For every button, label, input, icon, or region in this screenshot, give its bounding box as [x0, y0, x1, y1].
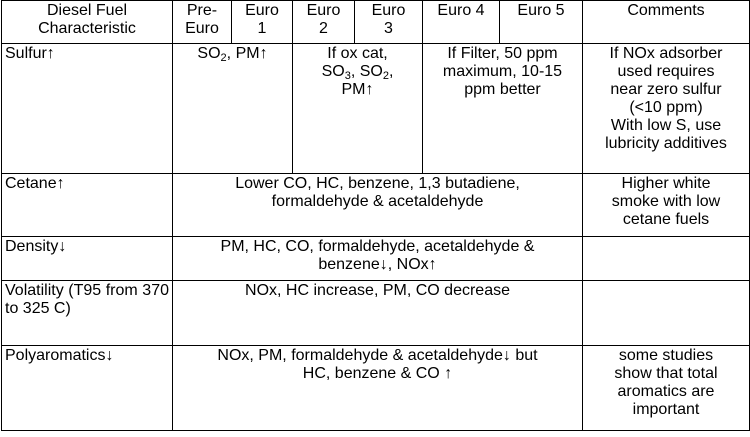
cetane-effect	[173, 174, 583, 237]
header-euro-3-line1: Euro	[371, 2, 406, 19]
header-characteristic	[2, 1, 173, 44]
header-pre-euro	[173, 1, 232, 44]
header-euro-2-line2: 2	[319, 20, 328, 37]
sulfur-euro23-l2c: ,	[388, 63, 394, 80]
cetane-effect-line1: Lower CO, HC, benzene, 1,3 butadiene,	[235, 175, 520, 192]
row-cetane	[2, 174, 750, 237]
density-effect	[173, 237, 583, 281]
cetane-comments	[583, 174, 750, 237]
header-euro-1	[232, 1, 293, 44]
polyaromatics-effect-line1: NOx, PM, formaldehyde & acetaldehyde↓ but	[217, 347, 538, 364]
cetane-comments-line1: Higher white	[621, 175, 711, 192]
polyaromatics-comments-line4: important	[632, 401, 700, 418]
sulfur-pre-euro-b: , PM↑	[226, 45, 268, 62]
header-euro-4: Euro 4	[423, 1, 500, 44]
header-euro-1-line1: Euro	[245, 2, 279, 19]
header-euro-3-line2: 3	[384, 20, 393, 37]
sulfur-euro45-line3: ppm better	[464, 81, 541, 98]
sulfur-comments-line2: used requires	[617, 63, 715, 80]
polyaromatics-comments-line2: show that total	[614, 365, 718, 382]
header-characteristic-line2: Characteristic	[38, 20, 136, 37]
density-effect-line2: benzene↓, NOx↑	[318, 256, 437, 273]
sulfur-euro23-l2b: , SO	[350, 63, 383, 80]
sulfur-euro23-line3: PM↑	[341, 81, 374, 98]
sulfur-euro45-line1: If Filter, 50 ppm	[447, 45, 558, 62]
header-row	[2, 1, 750, 44]
density-comments	[583, 237, 750, 281]
row-sulfur	[2, 44, 750, 174]
polyaromatics-effect-line2: HC, benzene & CO ↑	[302, 365, 453, 382]
sulfur-euro45-effect	[423, 44, 583, 174]
sulfur-pre-euro-effect	[173, 44, 293, 174]
sulfur-comments	[583, 44, 750, 174]
sulfur-euro23-line1: If ox cat,	[327, 45, 388, 62]
sulfur-euro23-l2sub2: 2	[382, 70, 389, 82]
sulfur-comments-line3: near zero sulfur	[610, 81, 722, 98]
header-euro-5: Euro 5	[500, 1, 583, 44]
sulfur-euro23-l2sub: 3	[344, 70, 351, 82]
volatility-comments	[583, 281, 750, 346]
polyaromatics-name: Polyaromatics↓	[2, 346, 173, 431]
polyaromatics-comments-line3: aromatics are	[617, 383, 715, 400]
sulfur-pre-euro-a: SO	[197, 45, 221, 62]
sulfur-comments-line5: With low S, use	[610, 117, 722, 134]
cetane-effect-line2: formaldehyde & acetaldehyde	[271, 193, 484, 210]
sulfur-comments-line6: lubricity additives	[605, 135, 727, 152]
cetane-name: Cetane↑	[2, 174, 173, 237]
row-density	[2, 237, 750, 281]
polyaromatics-comments	[583, 346, 750, 431]
volatility-effect: NOx, HC increase, PM, CO decrease	[173, 281, 583, 346]
header-pre-euro-line1: Pre-	[186, 2, 218, 19]
header-euro-2	[293, 1, 355, 44]
polyaromatics-comments-line1: some studies	[618, 347, 714, 364]
header-pre-euro-line2: Euro	[185, 20, 219, 37]
row-volatility	[2, 281, 750, 346]
sulfur-euro23-effect	[293, 44, 423, 174]
sulfur-pre-euro-sub: 2	[220, 52, 227, 64]
sulfur-euro23-l2a: SO	[321, 63, 345, 80]
polyaromatics-effect	[173, 346, 583, 431]
header-comments: Comments	[583, 1, 750, 44]
sulfur-comments-line1: If NOx adsorber	[609, 45, 723, 62]
cetane-comments-line3: cetane fuels	[622, 211, 710, 228]
volatility-name: Volatility (T95 from 370 to 325 C)	[2, 281, 173, 346]
sulfur-comments-line4: (<10 ppm)	[629, 99, 703, 116]
header-euro-2-line1: Euro	[306, 2, 341, 19]
sulfur-name: Sulfur↑	[2, 44, 173, 174]
row-polyaromatics	[2, 346, 750, 431]
header-characteristic-line1: Diesel Fuel	[46, 2, 128, 19]
density-effect-line1: PM, HC, CO, formaldehyde, acetaldehyde &	[220, 238, 535, 255]
header-euro-1-line2: 1	[257, 20, 267, 37]
sulfur-euro45-line2: maximum, 10-15	[442, 63, 563, 80]
header-euro-3	[355, 1, 423, 44]
cetane-comments-line2: smoke with low	[611, 193, 721, 210]
density-name: Density↓	[2, 237, 173, 281]
diesel-fuel-effects-table	[1, 0, 750, 431]
